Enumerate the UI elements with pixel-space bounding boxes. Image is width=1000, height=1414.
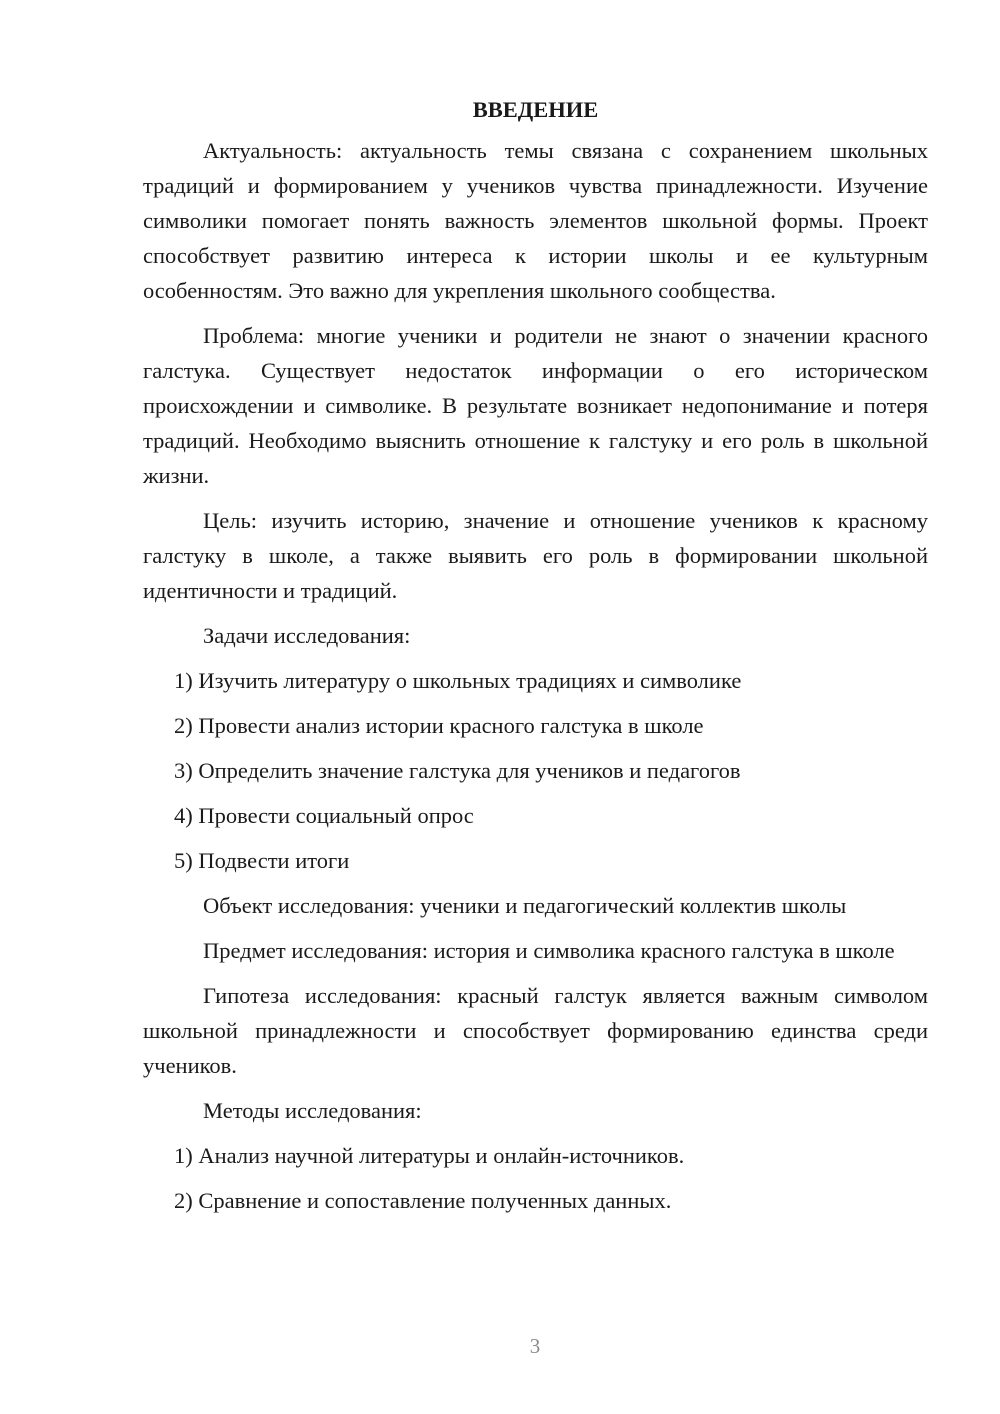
- problem-paragraph: Проблема: многие ученики и родители не знают о значении красного галстука. Существует недостаток информации о его историческом происхождении и символике. В результате возникает недопонимание и потеря традиций. Необходимо выяснить отношение к галстуку и его роль в школьной жизни.: [143, 323, 928, 488]
- list-item: 2) Сравнение и сопоставление полученных данных.: [174, 1188, 672, 1213]
- goal-paragraph: Цель: изучить историю, значение и отношение учеников к красному галстуку в школе, а также выявить его роль в формировании школьной идентичности и традиций.: [143, 508, 928, 603]
- tasks-list: [143, 663, 928, 878]
- list-item: 5) Подвести итоги: [174, 848, 350, 873]
- list-item: 3) Определить значение галстука для учеников и педагогов: [174, 758, 741, 783]
- methods-heading: Методы исследования:: [203, 1098, 422, 1123]
- list-item: 1) Анализ научной литературы и онлайн-источников.: [174, 1143, 685, 1168]
- section-title: ВВЕДЕНИЕ: [472, 97, 599, 122]
- object-paragraph: Объект исследования: ученики и педагогический коллектив школы: [203, 893, 847, 918]
- page-number: 3: [529, 1334, 541, 1358]
- list-item: 1) Изучить литературу о школьных традициях и символике: [174, 668, 742, 693]
- tasks-heading: Задачи исследования:: [203, 623, 411, 648]
- subject-paragraph: Предмет исследования: история и символика красного галстука в школе: [203, 938, 895, 963]
- hypothesis-paragraph: Гипотеза исследования: красный галстук является важным символом школьной принадлежности и способствует формированию единства среди учеников.: [143, 983, 928, 1078]
- list-item: 2) Провести анализ истории красного галстука в школе: [174, 713, 704, 738]
- page-content: [143, 92, 928, 1228]
- relevance-paragraph: Актуальность: актуальность темы связана с сохранением школьных традиций и формированием у учеников чувства принадлежности. Изучение символики помогает понять важность элементов школьной формы. Проект способствует развитию интереса к истории школы и ее культурным особенностям. Это важно для укрепления школьного сообщества.: [143, 138, 928, 303]
- list-item: 4) Провести социальный опрос: [174, 803, 474, 828]
- methods-list: [143, 1138, 928, 1218]
